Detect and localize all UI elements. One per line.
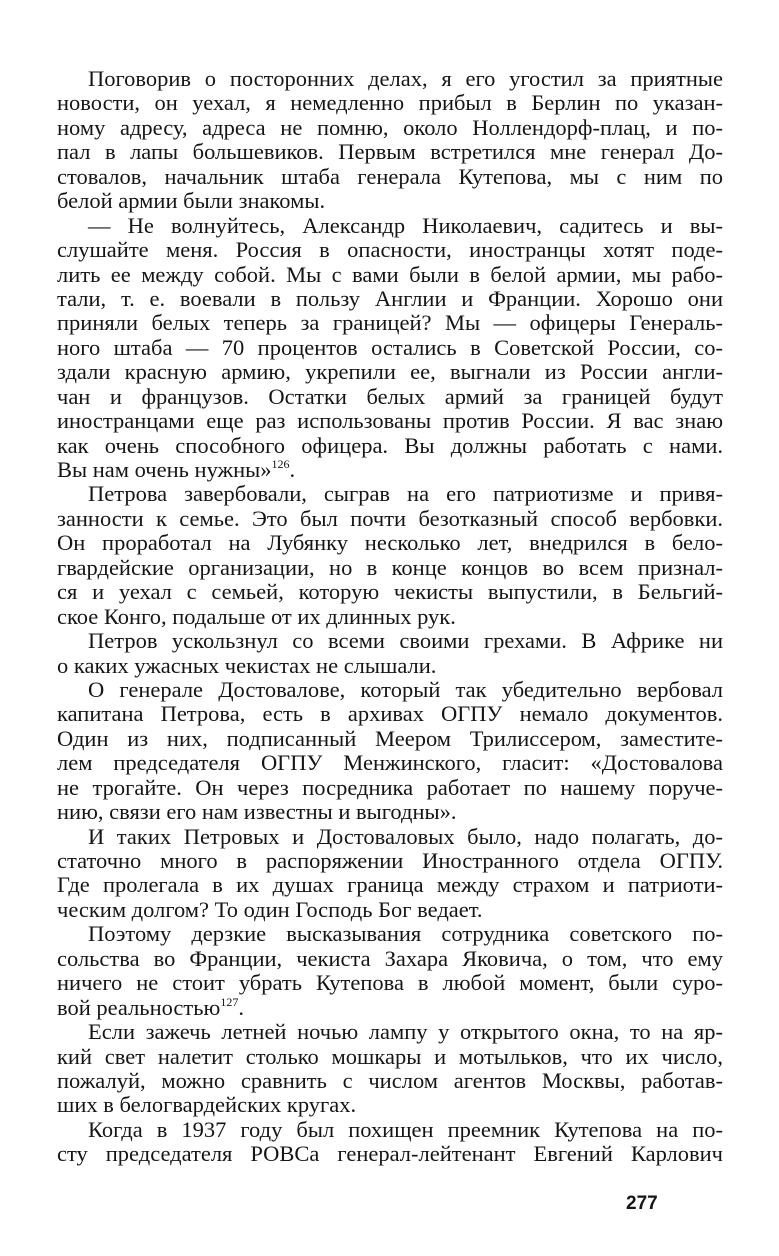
text-line	[57, 1069, 723, 1093]
line-text: слушайте меня. Россия в опасности, иностранцы хотят поде-	[57, 237, 723, 263]
line-text: статочно много в распоряжении Иностранного отдела ОГПУ.	[57, 848, 723, 873]
line-text: как очень способного офицера. Вы должны работать с нами.	[57, 432, 723, 458]
text-line	[57, 1142, 723, 1166]
line-text: Поговорив о посторонних делах, я его угостил за приятные	[88, 66, 723, 91]
line-text: сту председателя РОВСа генерал-лейтенант Евгений Карлович	[57, 1141, 723, 1167]
footnote-reference: 127	[220, 994, 239, 1009]
line-text: занности к семье. Это был почти безотказный способ вербовки.	[57, 505, 723, 531]
line-text: Один из них, подписанный Меером Трилиссером, заместите-	[57, 725, 723, 751]
line-tail: .	[289, 457, 296, 482]
text-line	[57, 360, 723, 384]
text-line	[57, 1093, 723, 1117]
line-text: Когда в 1937 году был похищен преемник Кутепова на по-	[88, 1116, 723, 1142]
paragraph	[57, 678, 723, 825]
text-line	[57, 800, 723, 824]
paragraph	[57, 825, 723, 923]
text-line	[57, 531, 723, 555]
line-text: ничего не стоит убрать Кутепова в любой момент, были суро-	[57, 970, 723, 996]
text-line	[57, 678, 723, 702]
text-line	[57, 1045, 723, 1069]
text-line	[57, 482, 723, 506]
line-text: капитана Петрова, есть в архивах ОГПУ немало документов.	[57, 701, 723, 727]
line-text: Петрова завербовали, сыграв на его патриотизме и привя-	[88, 481, 723, 507]
text-line	[57, 336, 723, 360]
line-text: иностранцами еще раз использованы против России. Я вас знаю	[57, 408, 723, 434]
text-line	[57, 825, 723, 849]
page-number: 277	[626, 1193, 658, 1214]
paragraph	[57, 67, 723, 214]
line-text: приняли белых теперь за границей? Мы — офицеры Генераль-	[57, 310, 723, 336]
text-line	[57, 1020, 723, 1044]
page-text-body	[57, 67, 723, 1167]
paragraph	[57, 1020, 723, 1118]
text-line	[57, 434, 723, 458]
text-line	[57, 507, 723, 531]
text-line	[57, 311, 723, 335]
line-text: О генерале Достовалове, который так убедительно вербовал	[88, 676, 723, 702]
line-text: лем председателя ОГПУ Менжинского, гласит: «Достовалова	[57, 750, 723, 776]
text-line	[57, 140, 723, 164]
text-line	[57, 776, 723, 800]
text-line	[57, 91, 723, 115]
line-text: ному адресу, адреса не помню, около Ноллендорф-плац, и по-	[57, 114, 723, 140]
line-text: гвардейские организации, но в конце концов во всем признал-	[57, 554, 723, 580]
line-text: белой армии были знакомы.	[57, 188, 326, 214]
paragraph	[57, 214, 723, 483]
line-text: сольства во Франции, чекиста Захара Яковича, о том, что ему	[57, 945, 723, 971]
line-text: стовалов, начальник штаба генерала Кутепова, мы с ним по	[57, 163, 723, 189]
footnote-reference: 126	[271, 457, 290, 471]
line-text: ного штаба — 70 процентов остались в Советской России, со-	[57, 334, 723, 360]
text-line	[57, 165, 723, 189]
text-line	[57, 409, 723, 433]
text-line	[57, 580, 723, 604]
paragraph	[57, 922, 723, 1020]
line-text: пожалуй, можно сравнить с числом агентов Москвы, работав-	[57, 1067, 723, 1093]
line-text: лить ее между собой. Мы с вами были в белой армии, мы рабо-	[57, 261, 723, 287]
line-text: тали, т. е. воевали в пользу Англии и Франции. Хорошо они	[57, 285, 723, 311]
text-line	[57, 214, 723, 238]
line-text: Поэтому дерзкие высказывания сотрудника советского по-	[88, 921, 723, 947]
paragraph	[57, 482, 723, 629]
text-line	[57, 189, 723, 213]
text-line	[57, 556, 723, 580]
line-text: Он проработал на Лубянку несколько лет, внедрился в бело-	[57, 530, 723, 556]
text-line	[57, 116, 723, 140]
text-line	[57, 727, 723, 751]
line-text: вой реальностью	[57, 994, 221, 1020]
text-line	[57, 1118, 723, 1142]
line-text: ся и уехал с семьей, которую чекисты выпустили, в Бельгий-	[57, 579, 723, 605]
text-line	[57, 849, 723, 873]
line-text: не трогайте. Он через посредника работает по нашему поруче-	[57, 774, 723, 800]
text-line	[57, 922, 723, 946]
text-line	[57, 629, 723, 653]
paragraph	[57, 1118, 723, 1167]
line-text: ское Конго, подальше от их длинных рук.	[57, 603, 456, 629]
text-line	[57, 287, 723, 311]
text-line	[57, 898, 723, 922]
line-text: о каких ужасных чекистах не слышали.	[57, 652, 437, 678]
line-text: ших в белогвардейских кругах.	[57, 1092, 357, 1118]
text-line	[57, 996, 723, 1020]
text-line	[57, 702, 723, 726]
text-line	[57, 67, 723, 91]
line-text: Если зажечь летней ночью лампу у открытого окна, то на яр-	[88, 1019, 723, 1045]
line-text: ческим долгом? То один Господь Бог ведает.	[57, 896, 483, 922]
text-line	[57, 654, 723, 678]
paragraph	[57, 629, 723, 678]
line-text: Вы нам очень нужны»	[57, 457, 272, 482]
text-line	[57, 385, 723, 409]
text-line	[57, 605, 723, 629]
text-line	[57, 873, 723, 897]
line-text: Где пролегала в их душах граница между страхом и патриоти-	[57, 872, 723, 898]
text-line	[57, 238, 723, 262]
line-text: И таких Петровых и Достоваловых было, надо полагать, до-	[88, 823, 723, 849]
line-text: нию, связи его нам известны и выгодны».	[57, 799, 457, 825]
text-line	[57, 751, 723, 775]
text-line	[57, 971, 723, 995]
text-line	[57, 947, 723, 971]
line-tail: .	[238, 994, 244, 1020]
line-text: кий свет налетит столько мошкары и мотыльков, что их число,	[57, 1043, 723, 1069]
line-text: чан и французов. Остатки белых армий за границей будут	[57, 383, 723, 409]
line-text: пал в лапы большевиков. Первым встретился мне генерал До-	[57, 139, 723, 165]
line-text: Петров ускользнул со всеми своими грехами. В Африке ни	[88, 628, 723, 654]
text-line	[57, 263, 723, 287]
line-text: новости, он уехал, я немедленно прибыл в Берлин по указан-	[57, 90, 723, 116]
text-line	[57, 458, 723, 482]
line-text: — Не волнуйтесь, Александр Николаевич, садитесь и вы-	[88, 212, 723, 238]
line-text: здали красную армию, укрепили ее, выгнали из России англи-	[57, 359, 723, 385]
